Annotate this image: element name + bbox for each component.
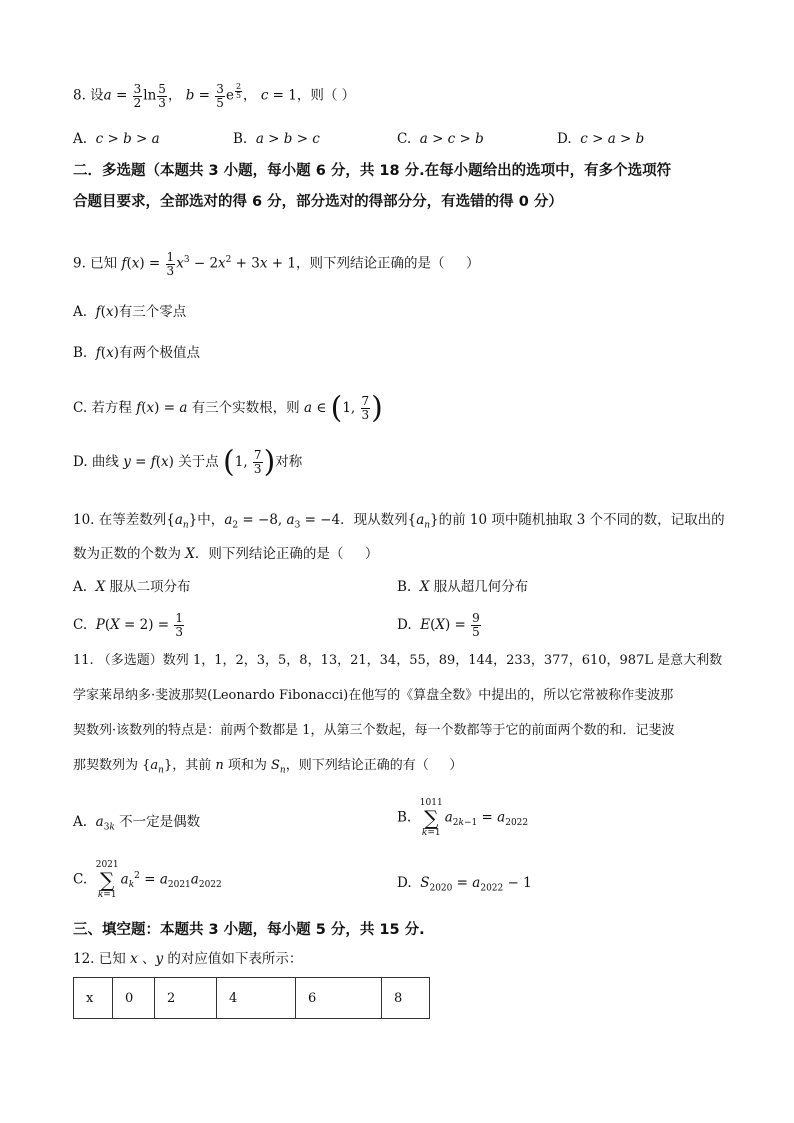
q8-option-c[interactable]: C. a > c > b bbox=[397, 131, 484, 147]
q10-option-c[interactable]: C. P(X = 2) = $\frac{1}{3}$ bbox=[73, 611, 184, 639]
table-cell: 0 bbox=[113, 978, 155, 1019]
table-cell: 2 bbox=[155, 978, 217, 1019]
q12-stem: 12. 已知 x 、y 的对应值如下表所示： bbox=[73, 951, 303, 967]
q11-stem-line1: 11. （多选题）数列 1，1，2，3，5，8，13，21，34，55，89，144，233，377，610，987L 是意大利数 bbox=[73, 653, 723, 668]
q11-stem-line2: 学家莱昂纳多·斐波那契(Leonardo Fibonacci)在他写的《算盘全数》中提出的，所以它常被称作斐波那 bbox=[73, 688, 674, 703]
q8-option-a[interactable]: A. c > b > a bbox=[73, 131, 160, 147]
q11-option-b[interactable]: B. 1011 ∑ $k=1a_{2k-1} = a_{2022}$ bbox=[397, 798, 529, 838]
q9-stem: 9. 已知 f(x) = $\frac{1}{3}$ $x^3 - 2x^2 + 3x + 1$，则下列结论正确的是（ ） bbox=[73, 249, 480, 278]
q10-option-a[interactable]: A. X 服从二项分布 bbox=[73, 579, 191, 595]
section2-heading-line2: 合题目要求，全部选对的得 6 分，部分选对的得部分分，有选错的得 0 分） bbox=[73, 194, 563, 210]
q10-stem-line2: 数为正数的个数为 X．则下列结论正确的是（ ） bbox=[73, 546, 379, 562]
q9-option-d[interactable]: D. 曲线 y = f(x) 关于点 (1, $\frac{7}{3}$ )对称 bbox=[73, 444, 303, 480]
q11-option-c[interactable]: C. 2021 ∑ $k=1a_k^2 = a_{2021}a_{2022}$ bbox=[73, 860, 222, 900]
q11-option-d[interactable]: D. $S_{2020} = a_{2022} - 1$ bbox=[397, 875, 532, 894]
table-cell: x bbox=[74, 978, 113, 1019]
q10-option-d[interactable]: D. E(X) = $\frac{9}{5}$ bbox=[397, 611, 480, 639]
table-cell: 4 bbox=[217, 978, 296, 1019]
section2-heading-line1: 二．多选题（本题共 3 小题，每小题 6 分，共 18 分.在每小题给出的选项中，有多个选项符 bbox=[73, 163, 672, 179]
q9-option-c[interactable]: C. 若方程 f(x) = a 有三个实数根，则 a ∈ (1, $\frac{7}{3}$ ) bbox=[73, 390, 383, 426]
table-row bbox=[74, 978, 430, 1019]
q11-stem-line3: 契数列·该数列的特点是：前两个数都是 1，从第三个数起，每一个数都等于它的前面两个数的和．记斐波 bbox=[73, 723, 675, 738]
q9-option-b[interactable]: B. f(x)有两个极值点 bbox=[73, 345, 200, 361]
q8-stem: 8. 设a = $\frac{3}{2}$ ln $\frac{5}{3}$ ， b = $\frac{3}{5}$ e $^{\frac{2}{5}}$ ， c = 1，则（ ） bbox=[73, 81, 356, 110]
q10-stem-line1: 10. 在等差数列$\{a_n\}$中，$a_2 = -8$, $a_3 = -4$．现从数列$\{a_n\}$的前 10 项中随机抽取 3 个不同的数，记取出的 bbox=[73, 512, 725, 531]
table-cell: 6 bbox=[296, 978, 382, 1019]
q9-option-a[interactable]: A. f(x)有三个零点 bbox=[73, 304, 187, 320]
q8-option-d[interactable]: D. c > a > b bbox=[557, 131, 645, 147]
xy-table bbox=[73, 977, 430, 1019]
q11-stem-line4: 那契数列为 $\{a_n\}$，其前 n 项和为 $S_n$，则下列结论正确的有（ ） bbox=[73, 758, 463, 776]
table-cell: 8 bbox=[382, 978, 430, 1019]
q8-option-b[interactable]: B. a > b > c bbox=[233, 131, 320, 147]
q11-option-a[interactable]: A. $a_{3k}$ 不一定是偶数 bbox=[73, 814, 201, 833]
q10-option-b[interactable]: B. X 服从超几何分布 bbox=[397, 579, 529, 595]
section3-heading: 三、填空题：本题共 3 小题，每小题 5 分，共 15 分. bbox=[73, 922, 425, 938]
